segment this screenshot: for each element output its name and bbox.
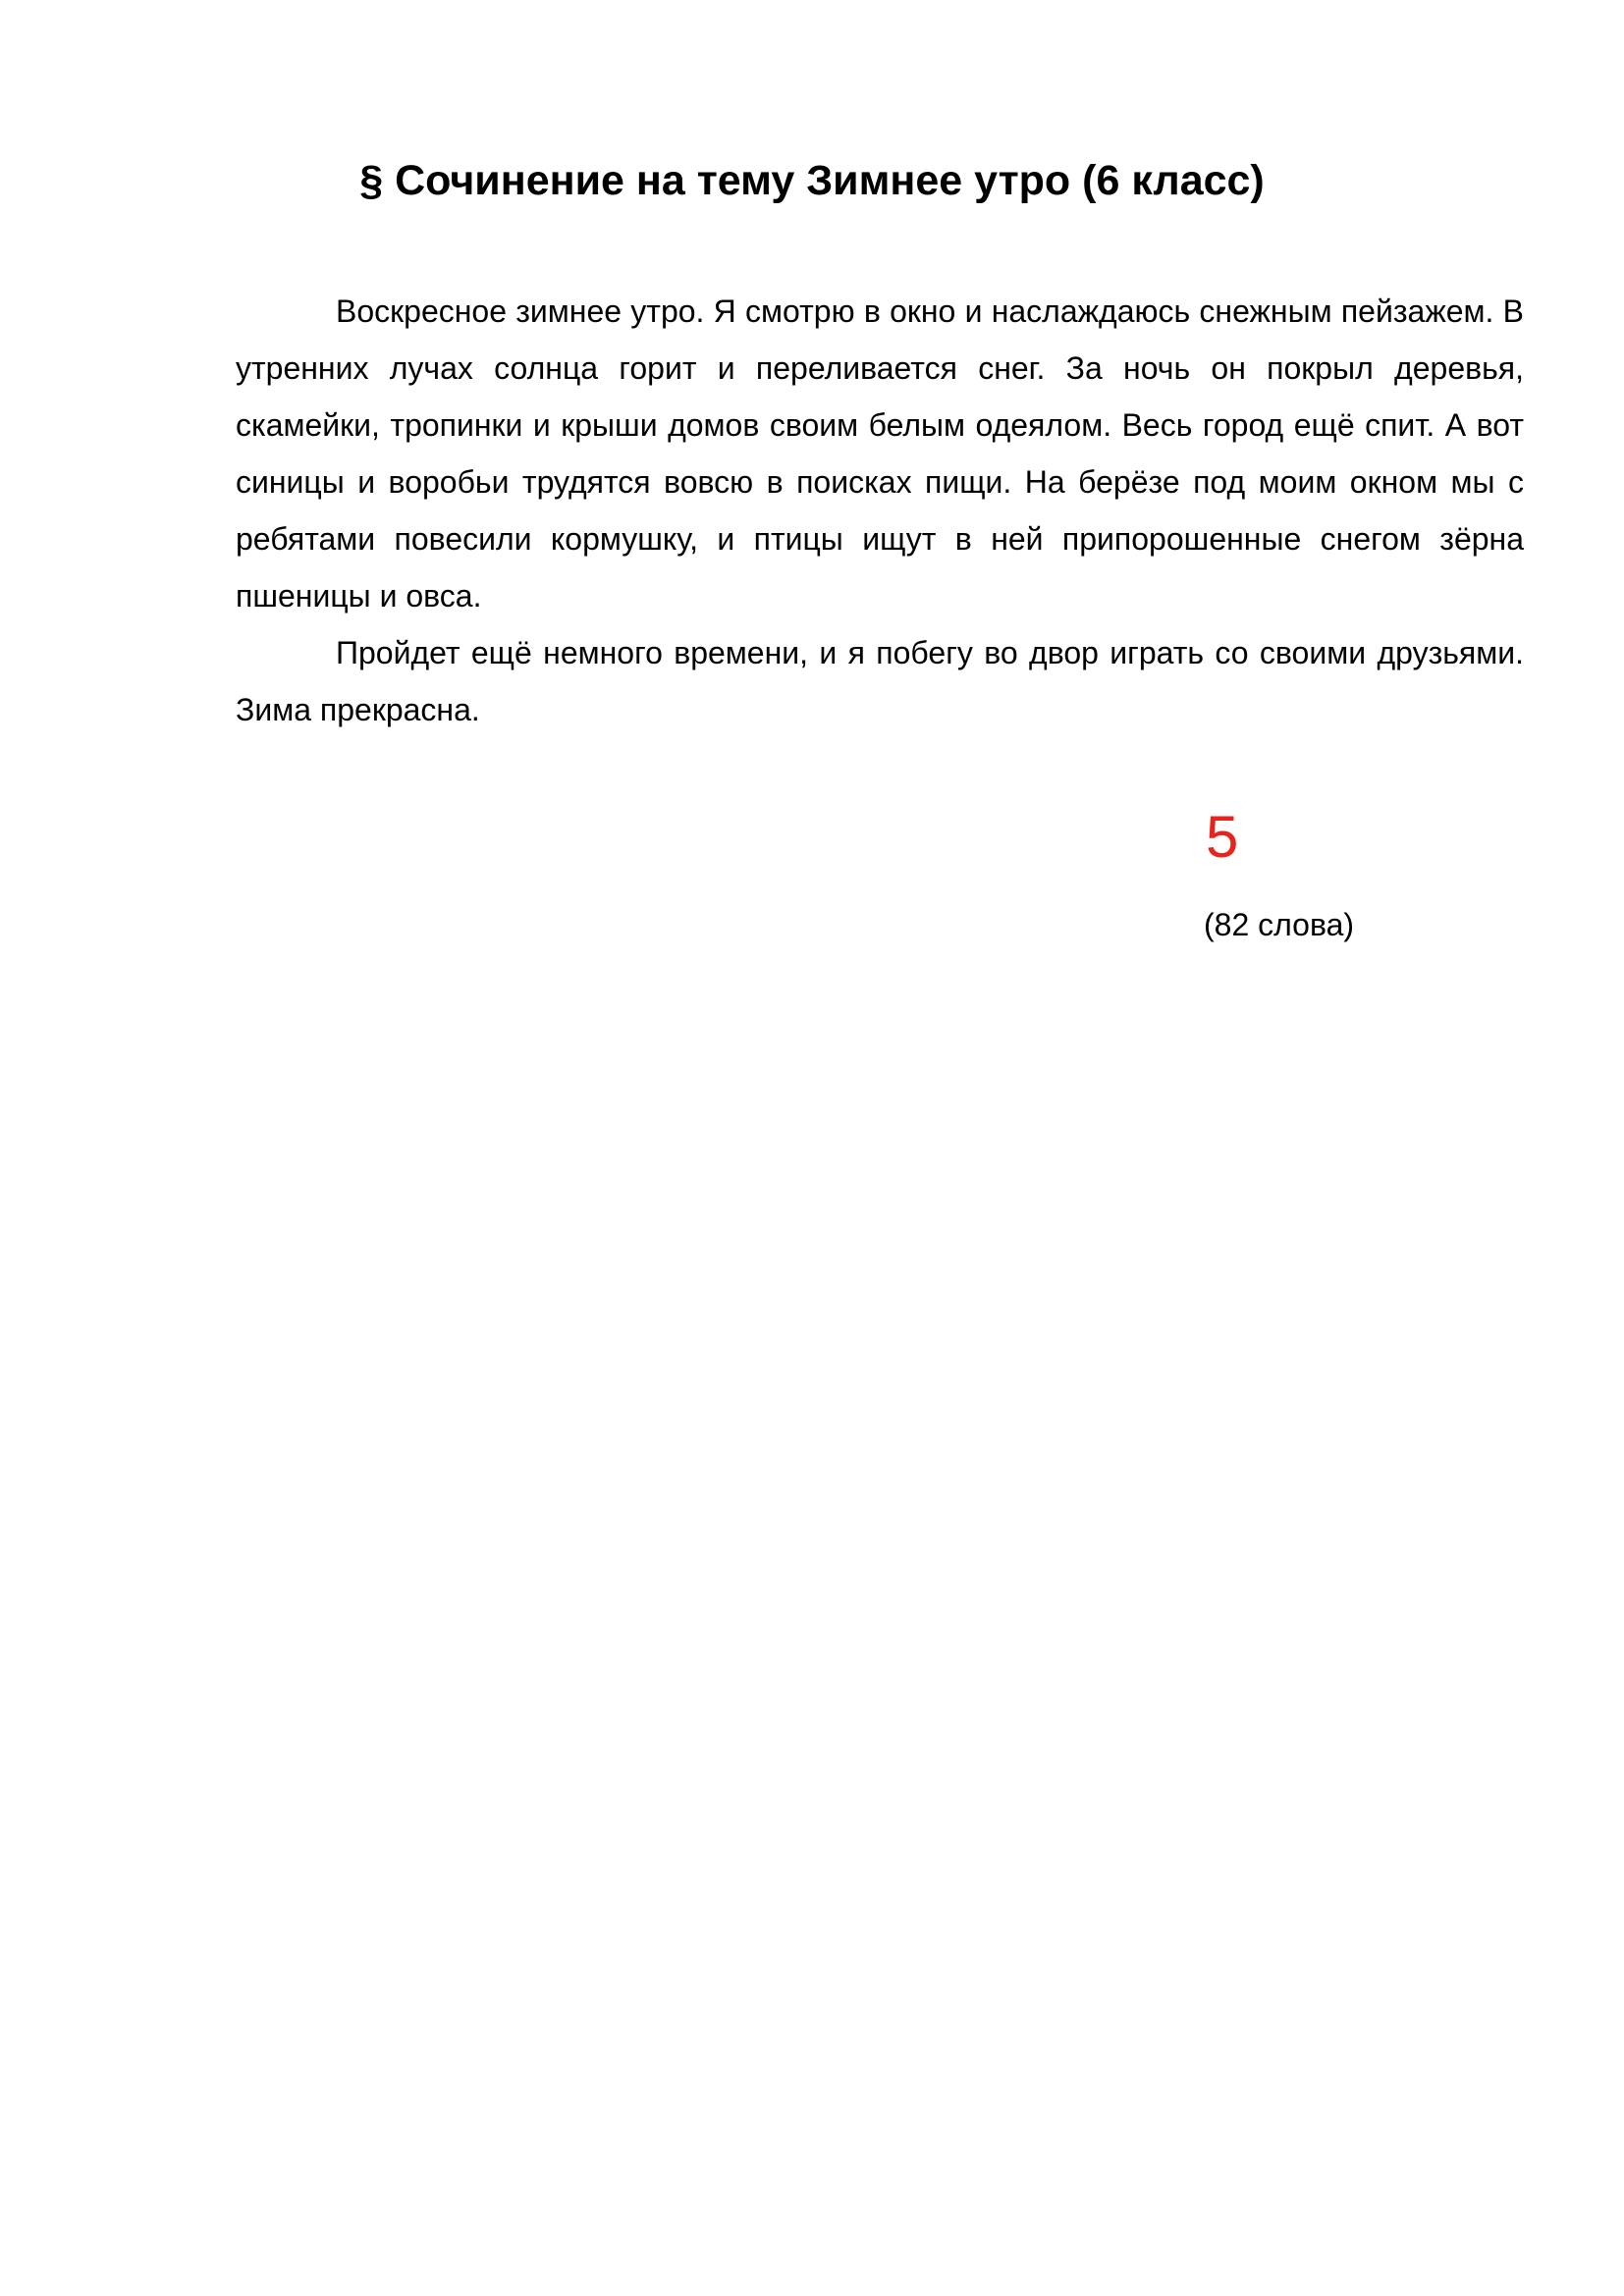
essay-body — [236, 283, 1524, 738]
essay-paragraph-2: Пройдет ещё немного времени, и я побегу во двор играть со своими друзьями. Зима прекрасна. — [236, 635, 1524, 727]
grade-mark: 5 — [1206, 804, 1239, 870]
word-count: (82 слова) — [1204, 907, 1355, 942]
essay-paragraph-1: Воскресное зимнее утро. Я смотрю в окно и наслаждаюсь снежным пейзажем. В утренних лучах солнца горит и переливается снег. За ночь он покрыл деревья, скамейки, тропинки и крыши домов своим белым одеялом. Весь город ещё спит. А вот синицы и воробьи трудятся вовсю в поисках пищи. На берёзе под моим окном мы с ребятами повесили кормушку, и птицы ищут в ней припорошенные снегом зёрна пшеницы и овса. — [236, 294, 1524, 614]
essay-title: § Сочинение на тему Зимнее утро (6 класс) — [359, 157, 1265, 204]
